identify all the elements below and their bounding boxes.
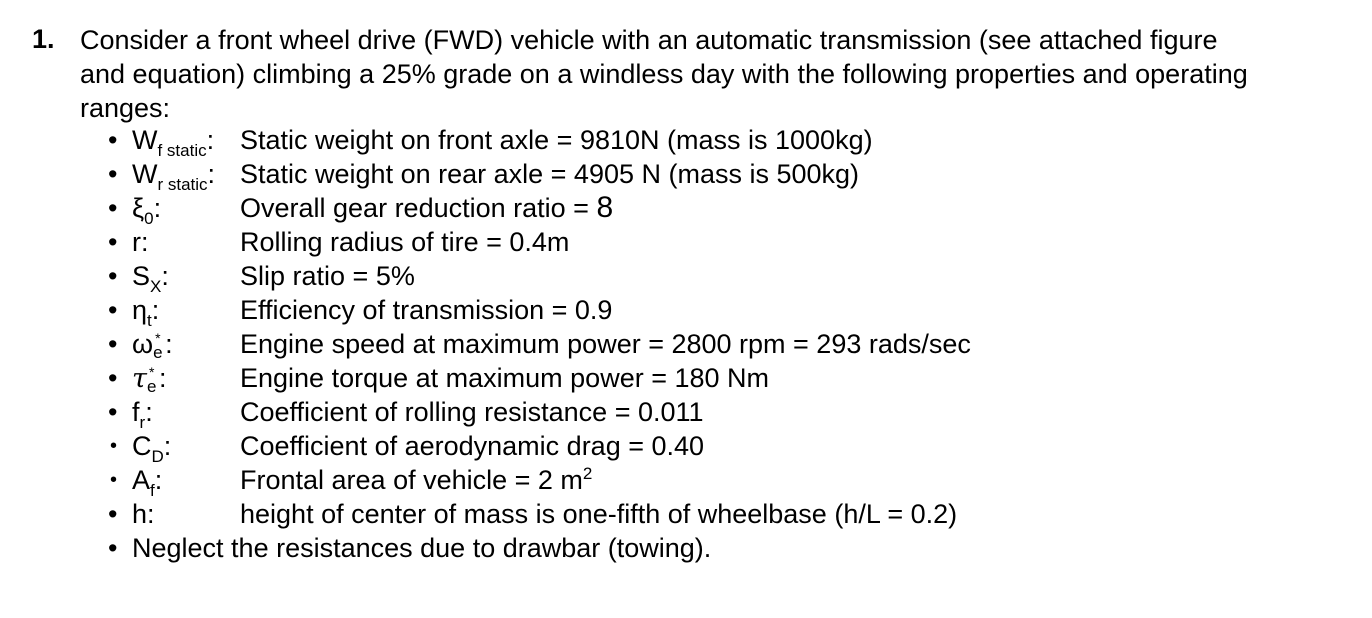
bullet: •	[108, 159, 118, 189]
bullet: •	[110, 469, 118, 491]
bullet: •	[108, 261, 118, 291]
list-item-drag-coefficient	[108, 429, 1308, 466]
problem-intro	[80, 23, 1340, 125]
item-description: Efficiency of transmission = 0.9	[240, 295, 613, 325]
item-description: Engine speed at maximum power = 2800 rpm = 293 rads/sec	[240, 329, 971, 359]
intro-line: Consider a front wheel drive (FWD) vehicle with an automatic transmission (see attached figure	[80, 25, 1218, 55]
item-description: Coefficient of rolling resistance = 0.011	[240, 397, 704, 427]
list-item-front-static-weight	[108, 123, 1308, 160]
item-symbol: ω * e :	[132, 329, 173, 362]
problem-number: 1.	[32, 24, 55, 54]
list-item-rear-static-weight	[108, 157, 1308, 194]
list-item-gear-ratio	[108, 191, 1308, 228]
bullet: •	[108, 295, 118, 325]
list-item-slip-ratio	[108, 259, 1308, 296]
item-description: Rolling radius of tire = 0.4m	[240, 227, 570, 257]
item-description: Static weight on rear axle = 4905 N (mass is 500kg)	[240, 159, 860, 189]
item-description: height of center of mass is one-fifth of wheelbase (h/L = 0.2)	[240, 499, 958, 529]
list-item-engine-speed	[108, 327, 1308, 361]
list-item-efficiency	[108, 293, 1308, 330]
item-full-text: Neglect the resistances due to drawbar (towing).	[132, 533, 712, 563]
list-item-frontal-area	[108, 463, 1308, 500]
bullet: •	[108, 193, 118, 223]
bullet: •	[108, 227, 118, 257]
item-symbol: τ * e :	[132, 363, 167, 396]
item-symbol: h:	[132, 499, 155, 529]
item-symbol: $\eta_t$:	[132, 295, 160, 330]
item-symbol: $f_r$:	[132, 397, 153, 432]
list-item-center-of-mass-height	[108, 497, 1308, 531]
item-symbol: r:	[132, 227, 149, 257]
item-description: Engine torque at maximum power = 180 Nm	[240, 363, 770, 393]
item-symbol: $A_f$:	[132, 465, 163, 500]
item-symbol: $S_X$:	[132, 261, 169, 296]
bullet: •	[108, 499, 118, 529]
item-symbol: $\xi_0$:	[132, 193, 162, 228]
list-item-neglect-drawbar	[108, 531, 1308, 565]
bullet: •	[108, 125, 118, 155]
item-symbol: $W_{r static}$:	[132, 159, 216, 194]
bullet: •	[108, 329, 118, 359]
intro-line: and equation) climbing a 25% grade on a windless day with the following properties and operating	[80, 59, 1248, 89]
bullet: •	[108, 533, 118, 563]
item-description: Coefficient of aerodynamic drag = 0.40	[240, 431, 705, 461]
item-description: Frontal area of vehicle = 2 $m^2$	[240, 464, 593, 495]
item-description: Slip ratio = 5%	[240, 261, 415, 291]
item-description: Static weight on front axle = 9810N (mass is 1000kg)	[240, 125, 873, 155]
intro-line: ranges:	[80, 93, 171, 123]
item-description: Overall gear reduction ratio = 8	[240, 191, 614, 224]
list-item-rolling-radius	[108, 225, 1308, 259]
list-item-rolling-resistance	[108, 395, 1308, 432]
bullet: •	[108, 363, 118, 393]
bullet: •	[108, 397, 118, 427]
item-symbol: $W_{f static}$:	[132, 125, 215, 160]
property-list	[108, 123, 1308, 565]
bullet: •	[110, 435, 118, 457]
item-symbol: $C_D$:	[132, 431, 172, 466]
list-item-engine-torque	[108, 361, 1308, 395]
